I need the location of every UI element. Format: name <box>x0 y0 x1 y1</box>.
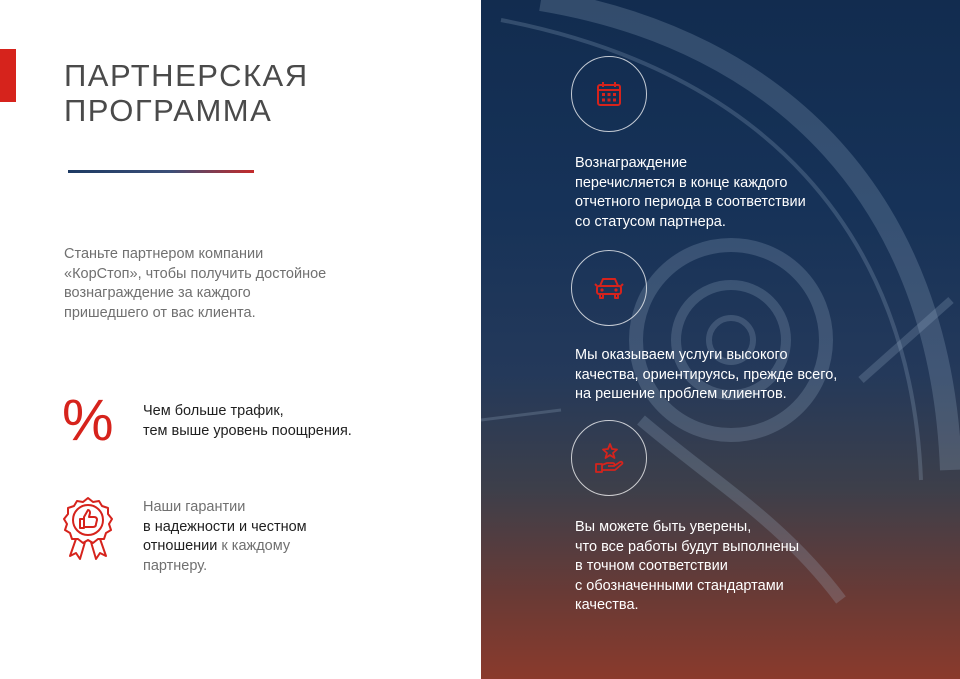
accent-bar <box>0 49 16 102</box>
feature-line: Наши гарантии <box>143 499 246 515</box>
feature-guarantee <box>143 498 307 576</box>
feature-traffic <box>143 402 352 441</box>
calendar-icon <box>595 80 623 108</box>
star-hand-icon <box>593 442 625 474</box>
car-icon-circle <box>571 250 647 326</box>
calendar-icon-circle <box>571 56 647 132</box>
title-divider <box>68 170 254 173</box>
benefit-line: с обозначенными стандартами <box>575 577 784 594</box>
benefit-quality-text <box>575 346 837 405</box>
benefit-line: в точном соответствии <box>575 558 728 574</box>
percent-icon: % <box>62 388 114 453</box>
benefit-line: перечисляется в конце каждого <box>575 174 788 191</box>
feature-line: партнеру. <box>143 557 208 574</box>
intro-line: пришедшего от вас клиента. <box>64 304 256 321</box>
benefit-standards-text <box>575 518 799 616</box>
title-line-1: ПАРТНЕРСКАЯ <box>64 58 309 93</box>
benefit-line: Мы оказываем услуги высокого <box>575 347 788 363</box>
right-panel <box>481 0 960 679</box>
star-hand-icon-circle <box>571 420 647 496</box>
feature-line: Чем больше трафик, <box>143 403 284 419</box>
benefit-line: Вознаграждение <box>575 155 688 171</box>
intro-line: Станьте партнером компании <box>64 246 264 262</box>
feature-emphasis: отношении <box>143 538 218 554</box>
benefit-line: Вы можете быть уверены, <box>575 519 752 535</box>
feature-line <box>143 537 307 557</box>
page-title <box>64 58 309 128</box>
benefit-line: на решение проблем клиентов. <box>575 386 787 402</box>
feature-line: в надежности и честном <box>143 518 307 535</box>
benefit-line: качества, ориентируясь, прежде всего, <box>575 366 838 383</box>
feature-line: тем выше уровень поощрения. <box>143 422 352 439</box>
intro-line: вознаграждение за каждого <box>64 285 251 301</box>
thumbs-up-badge-icon <box>60 496 116 562</box>
benefit-reward-text <box>575 154 806 232</box>
intro-line: «КорСтоп», чтобы получить достойное <box>64 265 327 282</box>
feature-rest: к каждому <box>221 538 291 554</box>
benefit-line: со статусом партнера. <box>575 213 726 230</box>
benefit-line: что все работы будут выполнены <box>575 538 800 555</box>
car-icon <box>594 275 624 301</box>
intro-text <box>64 245 404 323</box>
title-line-2: ПРОГРАММА <box>64 93 273 128</box>
benefit-line: отчетного периода в соответствии <box>575 194 806 210</box>
benefit-line: качества. <box>575 597 639 613</box>
